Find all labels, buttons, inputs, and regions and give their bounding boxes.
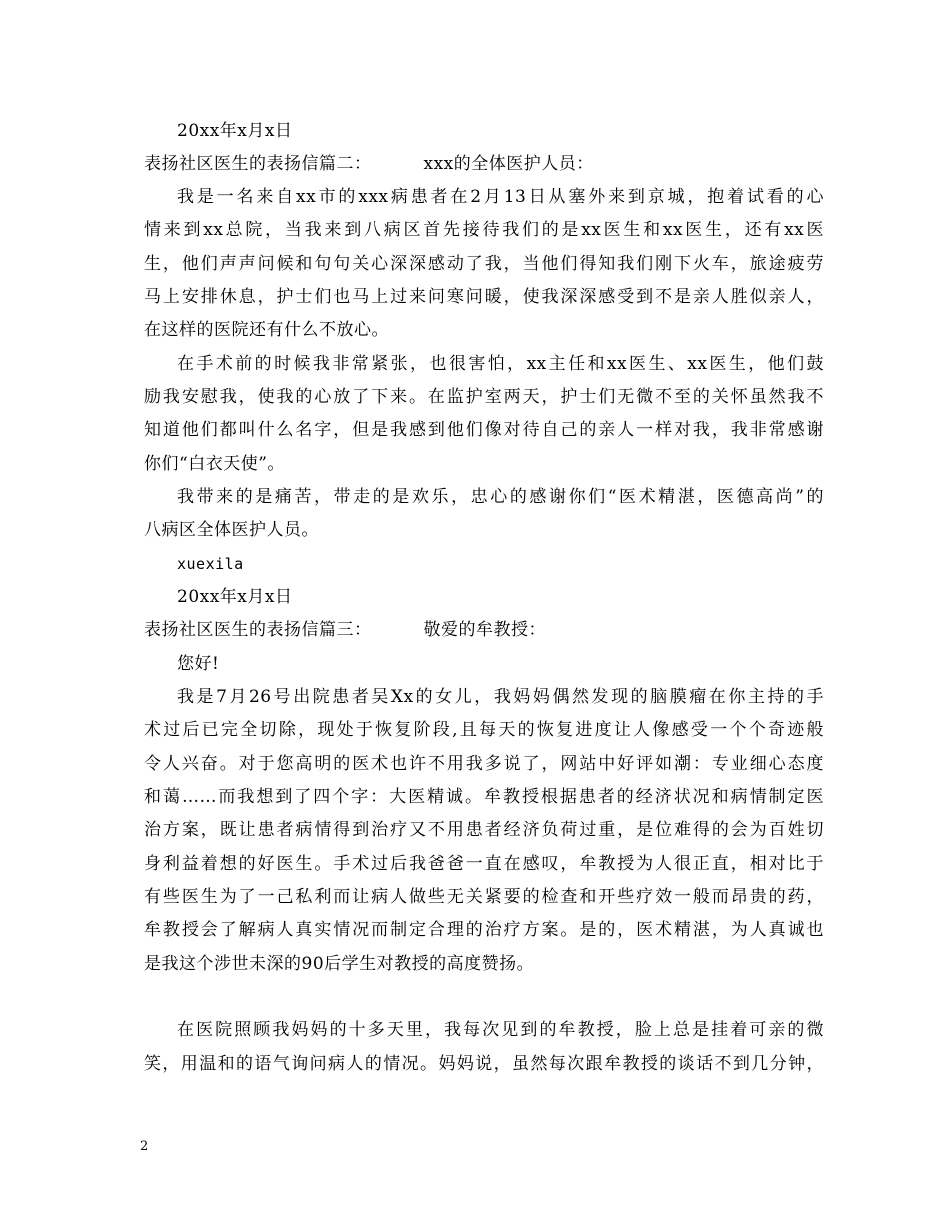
paragraph-line: 牟教授会了解病人真实情况而制定合理的治疗方案。是的，医术精湛，为人真诚也 xyxy=(144,920,824,940)
paragraph-line: 在这样的医院还有什么不放心。 xyxy=(144,320,389,340)
paragraph-line: 八病区全体医护人员。 xyxy=(144,520,319,540)
section-title: 表扬社区医生的表扬信篇三： xyxy=(144,620,372,640)
paragraph-line: 在医院照顾我妈妈的十多天里，我每次见到的牟教授，脸上总是挂着可亲的微 xyxy=(177,1020,824,1040)
paragraph-line: 治方案，既让患者病情得到治疗又不用患者经济负荷过重，是位难得的会为百姓切 xyxy=(144,820,824,840)
paragraph-line: 身利益着想的好医生。手术过后我爸爸一直在感叹，牟教授为人很正直，相对比于 xyxy=(144,854,824,874)
salutation: xxx的全体医护人员： xyxy=(423,154,594,174)
salutation: 敬爱的牟教授： xyxy=(423,620,546,640)
paragraph-line: 我带来的是痛苦，带走的是欢乐，忠心的感谢你们“医术精湛，医德高尚”的 xyxy=(177,487,824,507)
paragraph-line: 和蔼……而我想到了四个字：大医精诚。牟教授根据患者的经济状况和病情制定医 xyxy=(144,787,824,807)
paragraph-line: 生，他们声声问候和句句关心深深感动了我，当他们得知我们刚下火车，旅途疲劳 xyxy=(144,254,824,274)
page-number: 2 xyxy=(140,1139,149,1154)
paragraph-line: 有些医生为了一己私利而让病人做些无关紧要的检查和开些疗效一般而昂贵的药， xyxy=(144,887,824,907)
greeting: 您好! xyxy=(177,654,220,674)
paragraph-line: 我是一名来自xx市的xxx病患者在2月13日从塞外来到京城，抱着试看的心 xyxy=(177,187,824,207)
paragraph-line: 笑，用温和的语气询问病人的情况。妈妈说，虽然每次跟牟教授的谈话不到几分钟， xyxy=(144,1054,824,1074)
paragraph-line: 令人兴奋。对于您高明的医术也许不用我多说了，网站中好评如潮：专业细心态度 xyxy=(144,754,824,774)
signature: xuexila xyxy=(177,555,244,573)
paragraph-line: 在手术前的时候我非常紧张，也很害怕，xx主任和xx医生、xx医生，他们鼓 xyxy=(177,354,824,374)
paragraph-line: 我是7月26号出院患者吴Xx的女儿，我妈妈偶然发现的脑膜瘤在你主持的手 xyxy=(177,687,824,707)
paragraph-line: 是我这个涉世未深的90后学生对教授的高度赞扬。 xyxy=(144,954,535,974)
section-heading-3 xyxy=(144,620,824,640)
date-line: 20xx年x月x日 xyxy=(177,587,293,607)
paragraph-line: 情来到xx总院，当我来到八病区首先接待我们的是xx医生和xx医生，还有xx医 xyxy=(144,220,824,240)
section-heading-2 xyxy=(144,154,824,174)
paragraph-line: 知道他们都叫什么名字，但是我感到他们像对待自己的亲人一样对我，我非常感谢 xyxy=(144,420,824,440)
paragraph-line: 马上安排休息，护士们也马上过来问寒问暖，使我深深感受到不是亲人胜似亲人， xyxy=(144,287,824,307)
section-title: 表扬社区医生的表扬信篇二： xyxy=(144,154,372,174)
paragraph-line: 术过后已完全切除，现处于恢复阶段,且每天的恢复进度让人像感受一个个奇迹般 xyxy=(144,720,824,740)
date-line: 20xx年x月x日 xyxy=(177,121,293,141)
paragraph-line: 励我安慰我，使我的心放了下来。在监护室两天，护士们无微不至的关怀虽然我不 xyxy=(144,387,824,407)
paragraph-line: 你们“白衣天使”。 xyxy=(144,454,285,474)
